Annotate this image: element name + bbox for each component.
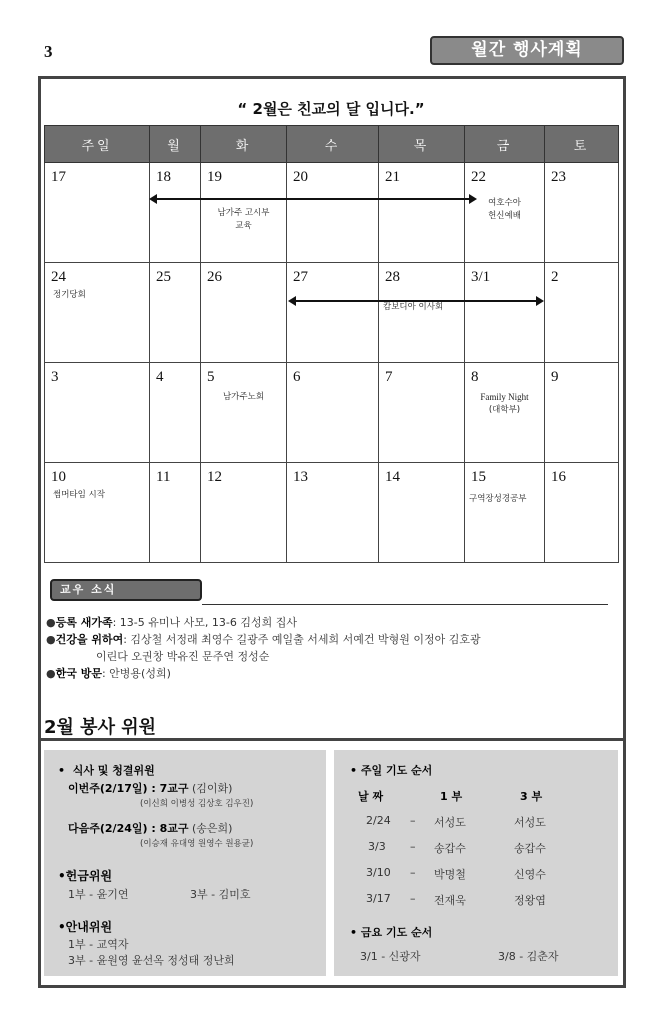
news-item-korea-visit: ●한국 방문: 안병용(성희) (46, 667, 171, 680)
event-span-arrow (288, 296, 544, 306)
day-number: 9 (551, 369, 559, 385)
friday-prayer-title: 금요 기도 순서 (360, 926, 433, 939)
day-cell (201, 163, 287, 263)
event-label: 캄보디아 이사회 (383, 302, 444, 312)
news-list (46, 614, 481, 682)
prayer-row-date: 2/24 (366, 814, 391, 827)
day-cell (379, 263, 465, 363)
day-number: 19 (207, 169, 222, 185)
day-number: 4 (156, 369, 164, 385)
day-number: 7 (385, 369, 393, 385)
usher-title: 안내위원 (65, 920, 113, 934)
event-line: (대학부) (488, 405, 521, 415)
day-number: 8 (471, 369, 479, 385)
header-tab: 월간 행사계획 (430, 36, 624, 65)
offering-first: 1부 - 윤기연 (68, 888, 129, 901)
weekday-header: 금 (465, 126, 545, 163)
day-cell (45, 263, 150, 363)
day-cell (150, 363, 201, 463)
friday-prayer-heading: • 금요 기도 순서 (350, 926, 433, 939)
serve-left-panel (44, 750, 326, 976)
news-divider (202, 604, 608, 605)
calendar-week (45, 163, 619, 263)
day-cell (150, 263, 201, 363)
day-cell (465, 463, 545, 563)
prayer-row-third: 송갑수 (514, 842, 546, 855)
day-number: 18 (156, 169, 171, 185)
usher-first: 1부 - 교역자 (68, 938, 129, 951)
day-number: 5 (207, 369, 215, 385)
calendar (44, 125, 619, 563)
friday-prayer-first: 3/1 - 신광자 (360, 950, 421, 963)
day-cell (465, 163, 545, 263)
usher-heading: •안내위원 (58, 920, 113, 934)
news-text: : 13-5 유미나 사모, 13-6 김성희 집사 (112, 616, 297, 629)
meal-this-week (68, 780, 232, 796)
serve-right-panel (334, 750, 618, 976)
meal-next-week-label: 다음주(2/24일) : 8교구 (68, 822, 189, 835)
day-cell (45, 463, 150, 563)
prayer-row-third: 정왕엽 (514, 894, 546, 907)
prayer-row-dash: – (410, 866, 416, 879)
weekday-header: 화 (201, 126, 287, 163)
day-number: 2 (551, 269, 559, 285)
day-number: 6 (293, 369, 301, 385)
prayer-row-first: 박명철 (434, 868, 466, 881)
prayer-row-first: 서성도 (434, 816, 466, 829)
banner-title: “ 2월은 친교의 달 입니다.” (237, 100, 425, 118)
news-text: : 김상철 서정래 최영수 길광주 예일출 서세희 서예건 박형원 이정아 김호광 (123, 633, 481, 646)
day-number: 23 (551, 169, 566, 185)
meal-next-week-leader: (송은희) (192, 822, 233, 835)
day-cell (45, 163, 150, 263)
event-span-arrow (149, 194, 477, 204)
prayer-row-dash: – (410, 840, 416, 853)
day-cell (201, 363, 287, 463)
meal-next-week-members: (이승재 유대영 원영수 원용균) (140, 839, 254, 849)
weekday-header: 수 (287, 126, 379, 163)
day-number: 24 (51, 269, 66, 285)
day-cell (379, 163, 465, 263)
news-item-registration: ●등록 새가족: 13-5 유미나 사모, 13-6 김성희 집사 (46, 616, 297, 629)
prayer-row-dash: – (410, 892, 416, 905)
prayer-row-third: 신영수 (514, 868, 546, 881)
day-cell (201, 463, 287, 563)
event-label: 정기당회 (53, 290, 86, 300)
day-cell (379, 363, 465, 463)
prayer-col-date: 날 짜 (358, 790, 384, 803)
calendar-week (45, 363, 619, 463)
event-line: 남가주 고시부 (217, 208, 270, 218)
arrow-line (153, 198, 473, 200)
prayer-col-first: 1 부 (440, 790, 463, 803)
day-number: 16 (551, 469, 566, 485)
prayer-row-date: 3/10 (366, 866, 391, 879)
event-line: Family Night (480, 392, 529, 402)
day-number: 13 (293, 469, 308, 485)
event-line: 헌신예배 (488, 211, 521, 221)
day-cell (545, 263, 619, 363)
event-label (465, 391, 544, 417)
sunday-prayer-title: 주일 기도 순서 (360, 764, 433, 777)
day-number: 3 (51, 369, 59, 385)
day-cell (287, 163, 379, 263)
offering-title: 헌금위원 (65, 869, 113, 883)
usher-third: 3부 - 윤원영 윤선옥 정성태 정난희 (68, 954, 235, 967)
news-item-health: ●건강을 위하여: 김상철 서정래 최영수 길광주 예일출 서세희 서예건 박형원 이정아 김호광 (46, 633, 481, 646)
serve-title: 2월 봉사 위원 (44, 717, 156, 738)
day-number: 12 (207, 469, 222, 485)
news-section-tab: 교우 소식 (50, 579, 202, 601)
day-cell (287, 263, 379, 363)
prayer-row-first: 전재욱 (434, 894, 466, 907)
friday-prayer-second: 3/8 - 김춘자 (498, 950, 559, 963)
meal-this-week-leader: (김이화) (192, 782, 233, 795)
event-label: 썸머타임 시작 (53, 490, 105, 500)
meal-title: 식사 및 청결위원 (72, 764, 155, 777)
prayer-row-dash: – (410, 814, 416, 827)
day-number: 10 (51, 469, 66, 485)
news-item-health-continued: 이린다 오권창 박유진 문주연 정성순 (96, 650, 270, 663)
calendar-header-row (45, 126, 619, 163)
offering-third: 3부 - 김미호 (190, 888, 251, 901)
arrow-line (292, 300, 540, 302)
sunday-prayer-heading: • 주일 기도 순서 (350, 764, 433, 777)
day-cell (545, 363, 619, 463)
day-number: 20 (293, 169, 308, 185)
serve-divider (40, 738, 624, 741)
day-number: 3/1 (471, 269, 491, 285)
day-number: 26 (207, 269, 222, 285)
day-number: 28 (385, 269, 400, 285)
day-cell (287, 463, 379, 563)
event-label: 구역장성경공부 (469, 494, 527, 504)
day-cell (545, 163, 619, 263)
meal-this-week-members: (이신희 이병성 김상호 김우진) (140, 799, 254, 809)
day-number: 25 (156, 269, 171, 285)
prayer-row-date: 3/17 (366, 892, 391, 905)
day-cell (287, 363, 379, 463)
day-cell (45, 363, 150, 463)
weekday-header: 주일 (45, 126, 150, 163)
day-cell (201, 263, 287, 363)
day-cell (150, 163, 201, 263)
event-label: 남가주노회 (222, 392, 265, 402)
event-line: 여호수아 (488, 198, 521, 208)
meal-this-week-label: 이번주(2/17일) : 7교구 (68, 782, 189, 795)
prayer-row-first: 송갑수 (434, 842, 466, 855)
arrow-right-head (469, 194, 477, 204)
arrow-right-head (536, 296, 544, 306)
day-cell (465, 263, 545, 363)
news-label: 한국 방문 (55, 667, 102, 680)
page-number: 3 (44, 42, 53, 61)
calendar-week (45, 463, 619, 563)
prayer-row-date: 3/3 (368, 840, 386, 853)
event-label (201, 207, 286, 233)
news-text: : 안병용(성희) (101, 667, 171, 680)
news-label: 건강을 위하여 (55, 633, 124, 646)
day-number: 14 (385, 469, 400, 485)
day-cell (545, 463, 619, 563)
day-number: 27 (293, 269, 308, 285)
calendar-week (45, 263, 619, 363)
day-cell (465, 363, 545, 463)
weekday-header: 월 (150, 126, 201, 163)
meal-heading: • 식사 및 청결위원 (58, 764, 155, 777)
prayer-row-third: 서성도 (514, 816, 546, 829)
day-number: 22 (471, 169, 486, 185)
day-cell (150, 463, 201, 563)
weekday-header: 목 (379, 126, 465, 163)
event-line: 교육 (235, 221, 252, 231)
offering-heading: •헌금위원 (58, 869, 113, 883)
day-number: 17 (51, 169, 66, 185)
day-number: 21 (385, 169, 400, 185)
weekday-header: 토 (545, 126, 619, 163)
day-cell (379, 463, 465, 563)
meal-next-week (68, 820, 232, 836)
prayer-col-third: 3 부 (520, 790, 543, 803)
day-number: 11 (156, 469, 171, 485)
news-label: 등록 새가족 (55, 616, 113, 629)
day-number: 15 (471, 469, 486, 485)
